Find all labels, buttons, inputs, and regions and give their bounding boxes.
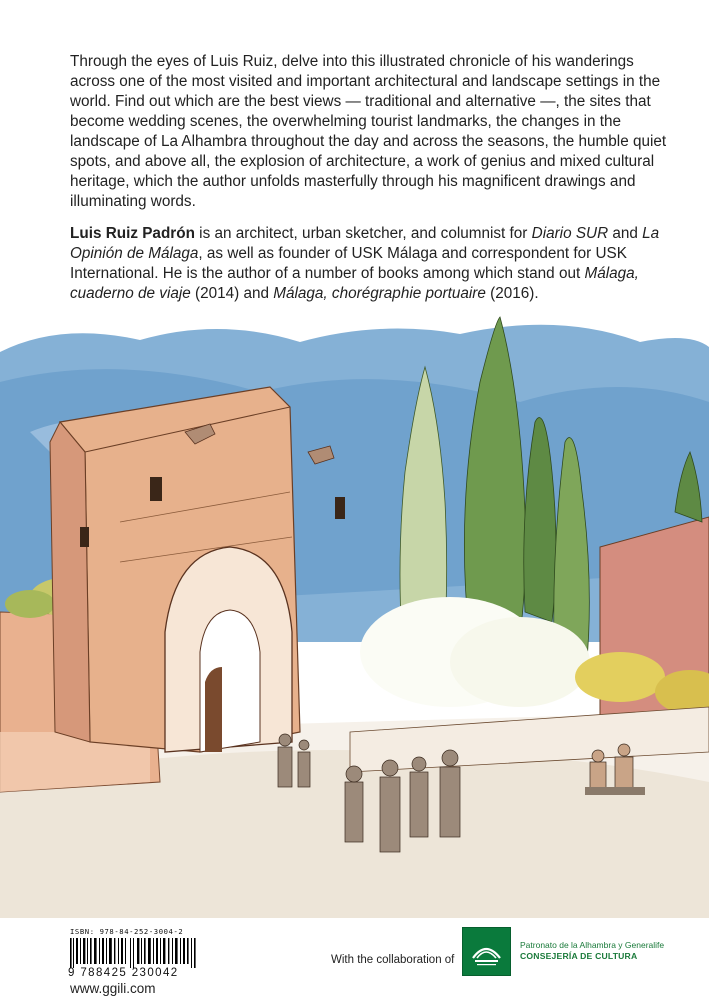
patronato-name: Patronato de la Alhambra y Generalife <box>520 940 665 950</box>
patronato-logo-text <box>520 940 664 962</box>
publisher-website[interactable]: www.ggili.com <box>70 981 156 996</box>
blurb-paragraph-1: Through the eyes of Luis Ruiz, delve into this illustrated chronicle of his wanderings across one of the most visited and important architectural and landscape settings in the world. Find out which are the best views — traditional and alternative —, the sites that become wedding scenes, the overwhelming tourist landmarks, the changes in the landscape of La Alhambra throughout the day and across the seasons, the humble quiet spots, and above all, the explosion of architecture, a work of genius and mixed cultural heritage, which the author unfolds masterfully through his magnificent drawings and illuminating words. <box>70 53 667 210</box>
alhambra-illustration <box>0 312 709 924</box>
back-cover-footer <box>0 918 709 1001</box>
author-name: Luis Ruiz Padrón <box>70 225 195 242</box>
book-title: Málaga, cuaderno de viaje <box>70 265 639 302</box>
barcode-icon <box>70 938 200 968</box>
newspaper-title: La Opinión de Málaga <box>70 225 660 262</box>
bio-text: is an architect, urban sketcher, and columnist for <box>194 225 532 242</box>
bio-text: , as well as founder of USK Málaga and correspondent for USK International. He is the author of a number of books among which stand out <box>70 245 627 282</box>
newspaper-title: Diario SUR <box>531 225 609 242</box>
bio-text: and <box>608 225 643 242</box>
isbn-label: ISBN: 978-84-252-3004-2 <box>70 927 184 936</box>
consejeria-name: CONSEJERÍA DE CULTURA <box>520 951 638 961</box>
book-title: Málaga, chorégraphie portuaire <box>273 285 486 302</box>
bio-text: (2014) and <box>190 285 274 302</box>
bio-text: (2016). <box>485 285 539 302</box>
collaboration-text: With the collaboration of <box>331 954 455 966</box>
author-bio <box>70 224 670 304</box>
junta-de-andalucia-logo-icon <box>462 927 511 976</box>
isbn-digits: 9 788425 230042 <box>68 967 179 979</box>
back-cover-text <box>70 52 670 316</box>
